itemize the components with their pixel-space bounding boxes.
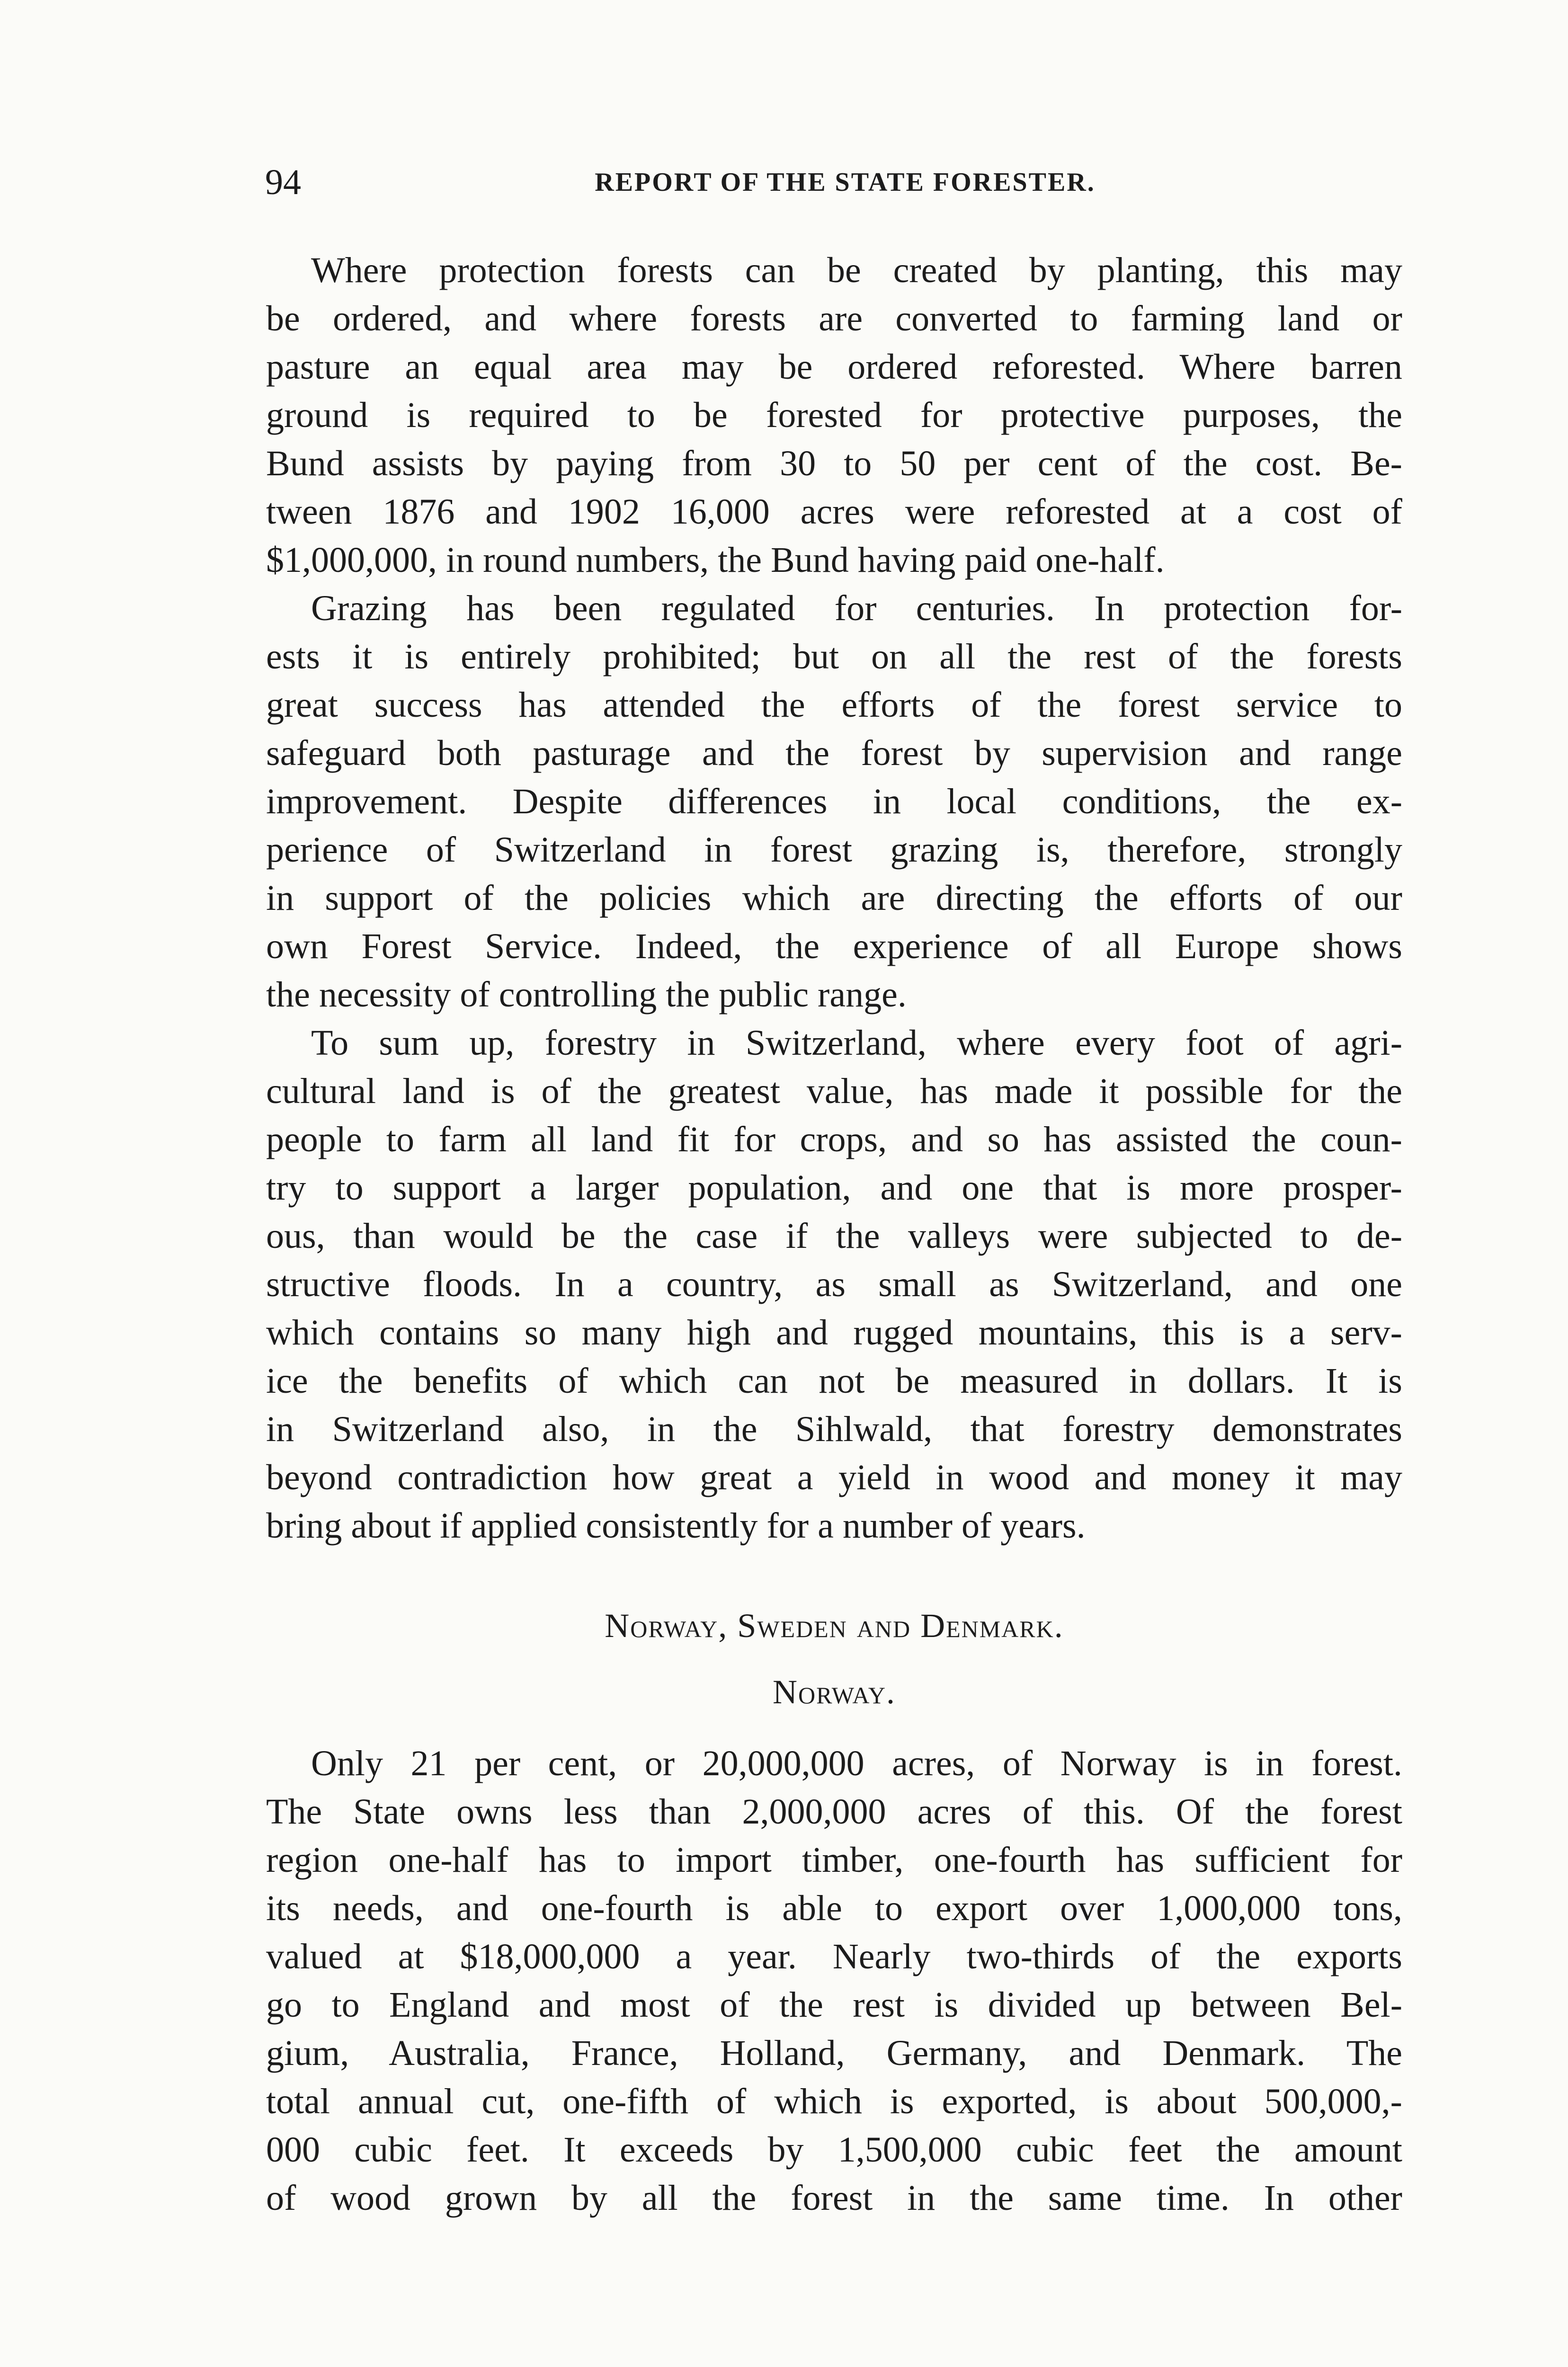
text-line: To sum up, forestry in Switzerland, where every foot of agri- — [311, 1023, 1402, 1063]
text-line: people to farm all land fit for crops, and so has assisted the coun- — [266, 1120, 1402, 1159]
text-line: go to England and most of the rest is divided up between Bel- — [266, 1985, 1402, 2025]
text-line: Where protection forests can be created by planting, this may — [311, 250, 1402, 290]
text-line: the necessity of controlling the public range. — [266, 975, 907, 1014]
spacer — [266, 1656, 1402, 1661]
paragraph-summary — [266, 1019, 1402, 1550]
text-line: perience of Switzerland in forest grazing is, therefore, strongly — [266, 830, 1402, 870]
text-line: try to support a larger population, and one that is more prosper- — [266, 1168, 1402, 1208]
text-line: improvement. Despite differences in local conditions, the ex- — [266, 782, 1402, 821]
running-head-title: REPORT OF THE STATE FORESTER. — [595, 168, 1096, 197]
text-line: safeguard both pasturage and the forest by supervision and range — [266, 733, 1402, 773]
text-line: be ordered, and where forests are converted to farming land or — [266, 299, 1402, 338]
text-line: in Switzerland also, in the Sihlwald, that forestry demonstrates — [266, 1409, 1402, 1449]
body-text — [266, 246, 1402, 2222]
text-line: ground is required to be forested for protective purposes, the — [266, 395, 1402, 435]
text-line: gium, Australia, France, Holland, Germany, and Denmark. The — [266, 2033, 1402, 2073]
text-line: Grazing has been regulated for centuries. In protection for- — [311, 588, 1402, 628]
subsection-heading: Norway. — [773, 1673, 896, 1711]
text-line: region one-half has to import timber, one-fourth has sufficient for — [266, 1840, 1402, 1880]
text-line: of wood grown by all the forest in the same time. In other — [266, 2178, 1402, 2218]
text-line: beyond contradiction how great a yield in wood and money it may — [266, 1458, 1402, 1497]
text-line: $1,000,000, in round numbers, the Bund having paid one-half. — [266, 540, 1165, 580]
spacer — [266, 1723, 1402, 1739]
text-line: bring about if applied consistently for a number of years. — [266, 1506, 1086, 1546]
paragraph-norway — [266, 1739, 1402, 2222]
section-heading: Norway, Sweden and Denmark. — [605, 1607, 1064, 1645]
text-line: great success has attended the efforts of the forest service to — [266, 685, 1402, 725]
text-line: pasture an equal area may be ordered reforested. Where barren — [266, 347, 1402, 387]
text-line: ous, than would be the case if the valleys were subjected to de- — [266, 1216, 1402, 1256]
text-line: 000 cubic feet. It exceeds by 1,500,000 cubic feet the amount — [266, 2130, 1402, 2170]
text-line: Only 21 per cent, or 20,000,000 acres, of Norway is in forest. — [311, 1744, 1402, 1783]
running-head — [265, 156, 1406, 208]
text-line: Bund assists by paying from 30 to 50 per cent of the cost. Be- — [266, 444, 1402, 483]
text-line: ests it is entirely prohibited; but on all the rest of the forests — [266, 637, 1402, 676]
page-number: 94 — [265, 162, 301, 202]
paragraph-grazing — [266, 584, 1402, 1019]
spacer — [266, 1550, 1402, 1595]
text-line: in support of the policies which are directing the efforts of our — [266, 878, 1402, 918]
text-line: structive floods. In a country, as small as Switzerland, and one — [266, 1264, 1402, 1304]
text-line: The State owns less than 2,000,000 acres of this. Of the forest — [266, 1792, 1402, 1832]
text-line: its needs, and one-fourth is able to export over 1,000,000 tons, — [266, 1888, 1402, 1928]
text-line: own Forest Service. Indeed, the experience of all Europe shows — [266, 926, 1402, 966]
text-line: valued at $18,000,000 a year. Nearly two-thirds of the exports — [266, 1937, 1402, 1976]
text-line: which contains so many high and rugged mountains, this is a serv- — [266, 1313, 1402, 1353]
text-line: ice the benefits of which can not be measured in dollars. It is — [266, 1361, 1402, 1401]
text-line: cultural land is of the greatest value, has made it possible for the — [266, 1071, 1402, 1111]
text-line: tween 1876 and 1902 16,000 acres were reforested at a cost of — [266, 492, 1402, 532]
paragraph-protection-forests — [266, 246, 1402, 584]
text-line: total annual cut, one-fifth of which is exported, is about 500,000,- — [266, 2082, 1402, 2121]
